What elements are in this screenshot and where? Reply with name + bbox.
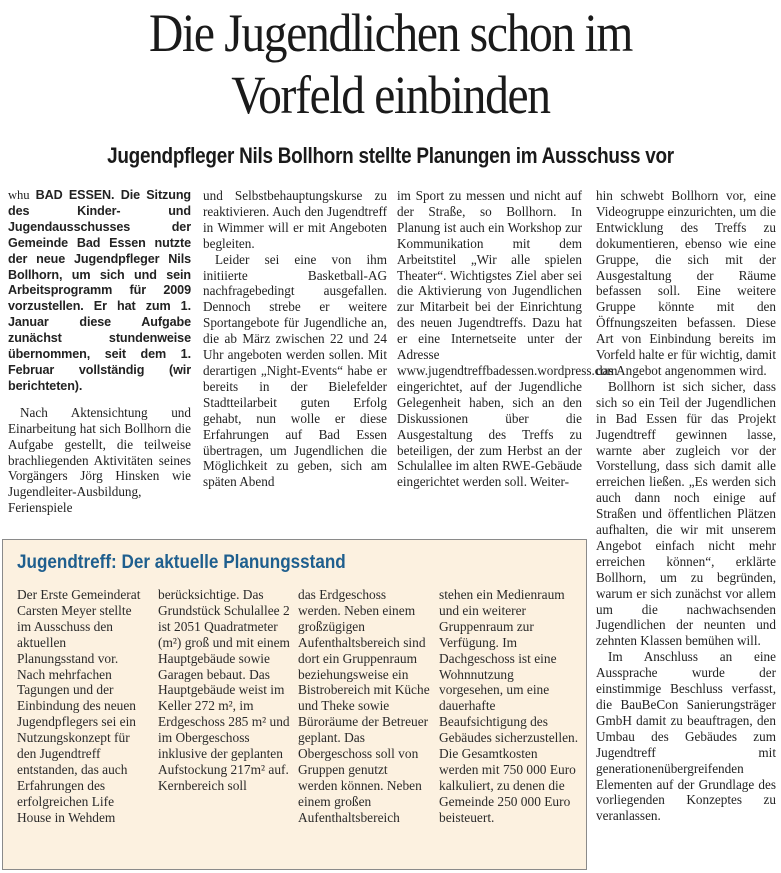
article-paragraph: und Selbstbehauptungskurse zu reaktivieren. Auch den Jugendtreff in Wimmer will er mit Angeboten begleiten. (203, 188, 387, 251)
article-column-1 (8, 188, 191, 516)
article-column-4 (596, 188, 776, 824)
infobox-paragraph: stehen ein Medienraum und ein weiterer Gruppenraum zur Verfügung. Im Dachgeschoss ist eine Wohnnutzung vorgesehen, um eine dauerhafte Beaufsichtigung des Gebäudes sicherzustellen. Die Gesamtkosten werden mit 750 000 Euro kalkuliert, zu denen die Gemeinde 250 000 Euro beisteuert. (439, 587, 579, 825)
infobox-column-1 (17, 587, 145, 826)
article-lead (8, 188, 191, 395)
article-column-2 (203, 188, 387, 490)
infobox-paragraph: das Erdgeschoss werden. Neben einem großzügigen Aufenthaltsbereich sind dort ein Gruppenraum beziehungsweise ein Bistrobereich mit Küche und Theke sowie Büroräume der Betreuer geplant. Das Obergeschoss soll von Gruppen genutzt werden können. Neben einem großen Aufenthaltsbereich (298, 587, 430, 825)
infobox-paragraph: Der Erste Gemeinderat Carsten Meyer stellte im Ausschuss den aktuellen Planungsstand vor. Nach mehrfachen Tagungen und der Einbindung des neuen Jugendpflegers sei ein Nutzungskonzept für den Jugendtreff entstanden, das auch Erfahrungen des erfolgreichen Life House in Wehdem (17, 587, 141, 825)
headline-line-1: Die Jugendlichen schon im (148, 3, 633, 63)
subheadline: Jugendpfleger Nils Bollhorn stellte Planungen im Ausschuss vor (107, 143, 674, 168)
infobox-column-4 (439, 587, 579, 826)
infobox-paragraph: berücksichtige. Das Grundstück Schulallee 2 ist 2051 Quadratmeter (m²) groß und mit einem Hauptgebäude sowie Garagen bebaut. Das Hauptgebäude weist im Keller 272 m², im Erdgeschoss 285 m² und im Obergeschoss inklusive der geplanten Aufstockung 217m² auf. Kernbereich soll (158, 587, 290, 793)
infobox-title: Jugendtreff: Der aktuelle Planungsstand (17, 552, 346, 573)
article-paragraph: hin schwebt Bollhorn vor, eine Videogruppe einzurichten, um die Entwicklung des Treffs zu dokumentieren, ebenso wie eine Gruppe, die sich mit der Ausgestaltung der Räume befassen soll. Eine weitere Gruppe könnte mit den Öffnungszeiten befassen. Diese Art von Einbindung bereits im Vorfeld halte er für wichtig, damit das Angebot angenommen wird. (596, 188, 776, 378)
article-paragraph: Leider sei eine von ihm initiierte Basketball-AG nachfragebedingt ausgefallen. Dennoch strebe er weitere Sportangebote für Jugendliche an, die ab März zwischen 22 und 24 Uhr angeboten werden sollen. Mit derartigen „Night-Events“ habe er bereits in der Bielefelder Stadtteilarbeit guten Erfolg gehabt, nun wolle er diese Erfahrungen auf Bad Essen übertragen, um Jugendlichen die Möglichkeit zu geben, sich am späten Abend (203, 251, 387, 490)
infobox-column-3 (298, 587, 430, 826)
headline-line-2: Vorfeld einbinden (231, 65, 550, 125)
infobox-column-2 (158, 587, 290, 794)
headline (47, 2, 734, 126)
article-paragraph: Nach Aktensichtung und Einarbeitung hat sich Bollhorn die Aufgabe gestellt, die teilweise brachliegenden Aktivitäten seines Vorgängers Jörg Hinsken wie Jugendleiter-Ausbildung, Ferienspiele (8, 404, 191, 516)
byline: whu (8, 188, 30, 202)
article-column-3 (397, 188, 618, 490)
article-paragraph: im Sport zu messen und nicht auf der Straße, so Bollhorn. In Planung ist auch ein Workshop zur Kommunikation mit dem Arbeitstitel „Wir alle spielen Theater“. Wichtigstes Ziel aber sei die Aktivierung von Jugendlichen zur Mitarbeit bei der Einrichtung des neuen Jugendtreffs. Dazu hat er eine Internetseite unter der Adresse www.jugendtreffbadessen.wordpress.com eingerichtet, auf der Jugendliche Gelegenheit haben, sich an den Diskussionen über die Ausgestaltung des Treffs zu beteiligen, der zum Herbst an der Schulallee im alten RWE-Gebäude eingerichtet werden soll. Weiter- (397, 188, 618, 490)
article-paragraph: Im Anschluss an eine Aussprache wurde der einstimmige Beschluss verfasst, die BauBeCon Sanierungsträger GmbH damit zu beauftragen, den Umbau des Gebäudes zum Jugendtreff mit generationenübergreifenden Elementen auf der Grundlage des vorliegenden Konzeptes zu veranlassen. (596, 649, 776, 824)
lead-text: Die Sitzung des Kinder- und Jugendausschusses der Gemeinde Bad Essen nutzte der neue Jugendpfleger Nils Bollhorn, um sich und sein Arbeitsprogramm für 2009 vorzustellen. Er hat zum 1. Januar diese Aufgabe zunächst stundenweise übernommen, seit dem 1. Februar vollständig (wir berichteten). (8, 188, 192, 393)
infobox (2, 539, 587, 870)
article-paragraph: Bollhorn ist sich sicher, dass sich so ein Teil der Jugendlichen in Bad Essen für das Projekt Jugendtreff gewinnen lasse, warnte aber zugleich vor der Vorstellung, dass sich damit alle erreichen ließen. „Es werden sich auch dann noch einige auf Straßen und öffentlichen Plätzen aufhalten, die wir mit unserem Angebot einfach nicht mehr erreichen können“, erklärte Bollhorn, um zu begründen, warum er sich zunächst vor allem um die nachwachsenden Jugendlichen der neunten und zehnten Klassen bemühen will. (596, 378, 776, 649)
dateline: BAD ESSEN. (35, 188, 115, 202)
